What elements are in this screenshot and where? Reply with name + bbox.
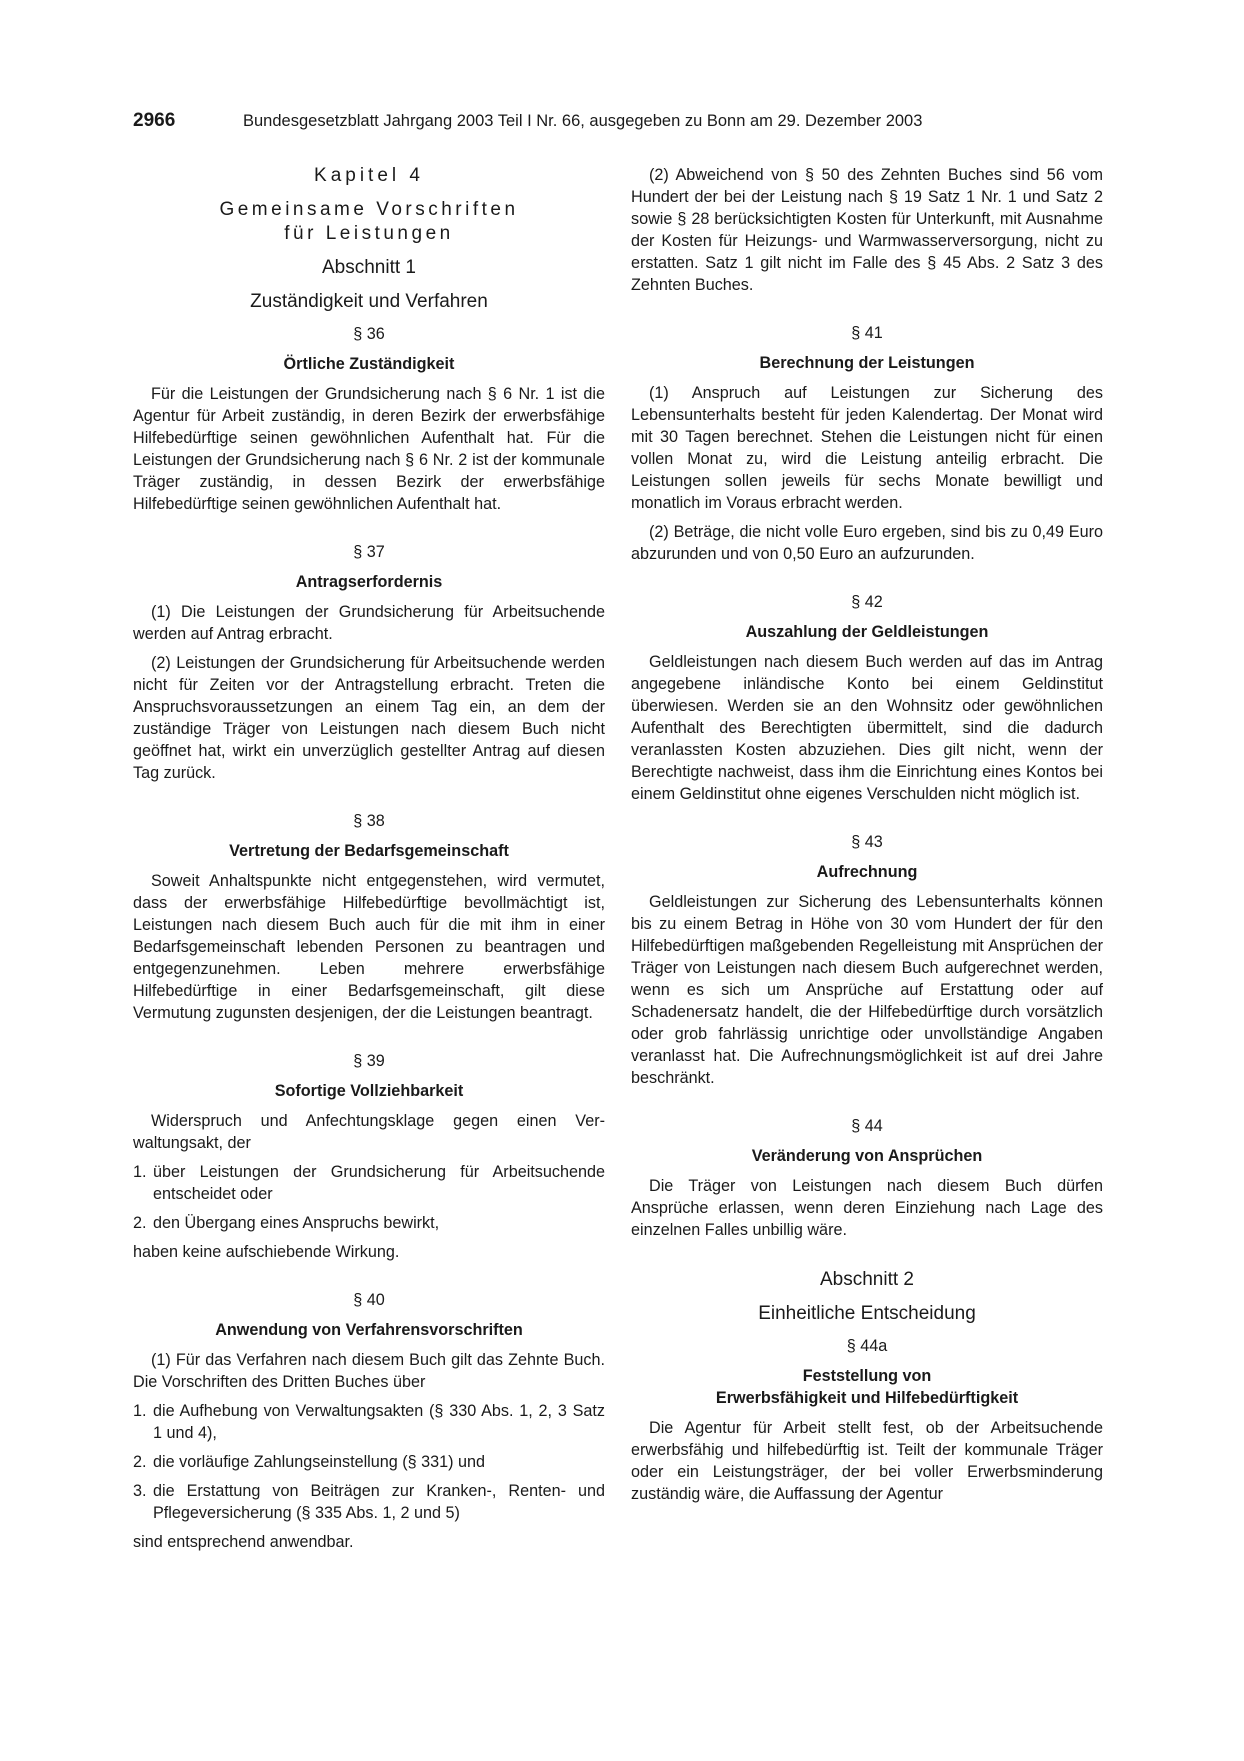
section-number: § 44 bbox=[851, 1117, 883, 1135]
section-number: § 42 bbox=[851, 593, 883, 611]
section-paragraph: Geldleistungen zur Sicherung des Lebensunterhalts können bis zu einem Betrag in Höhe von 30 vom Hundert der für den Hilfebedürftigen maßgebenden Regelleistung mit Ansprüchen der Träger von Leistungen nach diesem Buch aufgerechnet werden, wenn es sich um Ansprüche auf Erstattung oder auf Schadenersatz handelt, die der Hilfebedürftige durch vorsätzlich oder grob fahrlässig unrichtige oder unvollständige Angaben veranlasst hat. Die Aufrechnungsmöglichkeit ist auf drei Jahre beschränkt. bbox=[631, 893, 1103, 1087]
abschnitt-title: Einheitliche Entscheidung bbox=[758, 1303, 976, 1324]
list-item-number: 1. bbox=[133, 1402, 147, 1420]
section-title: Antragserfordernis bbox=[295, 573, 443, 591]
section-37 bbox=[133, 541, 605, 784]
section-paragraph: Die Agentur für Arbeit stellt fest, ob der Arbeitsuchende erwerbsfähig und hilfebedürftig ist. Teilt der kommunale Träger oder ein Leistungsträger, der bei voller Erwerbsminderung zuständig wäre, die Auffassung der Agentur bbox=[631, 1419, 1103, 1503]
section-43 bbox=[631, 831, 1103, 1089]
section-42 bbox=[631, 591, 1103, 805]
enumeration-list bbox=[133, 1161, 605, 1234]
section-41 bbox=[631, 322, 1103, 565]
section-paragraph: (1) Anspruch auf Leistungen zur Sicherung des Lebensunterhalts besteht für jeden Kalendertag. Der Monat wird mit 30 Tagen berechnet. Stehen die Leistungen nicht für einen vollen Monat zu, wird die Leistung anteilig erbracht. Die Leistungen sollen jeweils für sechs Monate bewilligt und monatlich im Voraus erbracht werden. bbox=[631, 384, 1103, 512]
list-item bbox=[133, 1212, 605, 1234]
section-number: § 40 bbox=[353, 1291, 385, 1309]
section-title bbox=[631, 1365, 1103, 1409]
section-paragraph: sind entsprechend anwendbar. bbox=[133, 1533, 354, 1551]
chapter-title-line-2: für Leistungen bbox=[284, 223, 454, 244]
section-title: Örtliche Zuständigkeit bbox=[283, 355, 455, 373]
list-item-text: den Übergang eines Anspruchs bewirkt, bbox=[153, 1214, 440, 1232]
section-paragraph: Für die Leistungen der Grundsicherung nach § 6 Nr. 1 ist die Agentur für Arbeit zuständig, in deren Bezirk der erwerbsfähige Hilfebedürftige seinen gewöhnlichen Aufenthalt hat. Für die Leistungen der Grundsicherung nach § 6 Nr. 2 ist der kommunale Träger zuständig, in dessen Bezirk der erwerbsfähige Hilfebedürftige seinen gewöhnlichen Aufenthalt hat. bbox=[133, 385, 605, 513]
chapter-title-line-1: Gemeinsame Vorschriften bbox=[219, 199, 519, 220]
section-paragraph: Geldleistungen nach diesem Buch werden auf das im Antrag angegebene inländische Konto bei einem Geldinstitut überwiesen. Werden sie an den Wohnsitz oder gewöhnlichen Aufenthalt des Berechtigten übermittelt, sind die dadurch veranlassten Kosten abzuziehen. Dies gilt nicht, wenn der Berechtigte nachweist, dass ihm die Einrichtung eines Kontos bei einem Geldinstitut ohne eigenes Verschulden nicht möglich ist. bbox=[631, 653, 1103, 803]
list-item bbox=[133, 1451, 605, 1473]
section-paragraph: (2) Abweichend von § 50 des Zehnten Buches sind 56 vom Hundert der bei der Leistung nach § 19 Satz 1 Nr. 1 und Satz 2 sowie § 28 berücksichtigten Kosten für Unterkunft, mit Ausnahme der Kosten für Heizungs- und Warmwasserversorgung, nicht zu erstatten. Satz 1 gilt nicht im Falle des § 45 Abs. 2 Satz 3 des Zehnten Buches. bbox=[631, 166, 1103, 294]
section-paragraph: (1) Die Leistungen der Grundsicherung für Arbeitsuchende werden auf Antrag erbracht. bbox=[133, 603, 605, 643]
section-title: Auszahlung der Geldleistungen bbox=[745, 623, 989, 641]
abschnitt-title: Zuständigkeit und Verfahren bbox=[250, 291, 488, 312]
page-number: 2966 bbox=[133, 110, 176, 131]
section-number: § 39 bbox=[353, 1052, 385, 1070]
enumeration-list bbox=[133, 1400, 605, 1524]
abschnitt-2 bbox=[631, 1267, 1103, 1327]
section-36 bbox=[133, 323, 605, 515]
chapter-title bbox=[133, 198, 605, 246]
section-paragraph: (2) Leistungen der Grundsicherung für Arbeitsuchende werden nicht für Zeiten vor der Antragstellung erbracht. Treten die Anspruchsvoraussetzungen an einem Tag ein, an dem der zuständige Träger von Leistungen nach diesem Buch nicht geöffnet hat, wirkt ein unverzüglich gestellter Antrag auf diesen Tag zurück. bbox=[133, 654, 605, 782]
section-39 bbox=[133, 1050, 605, 1263]
section-44a bbox=[631, 1335, 1103, 1505]
section-44 bbox=[631, 1115, 1103, 1241]
section-paragraph: (1) Für das Verfahren nach diesem Buch gilt das Zehnte Buch. Die Vorschriften des Dritten Buches über bbox=[133, 1351, 605, 1391]
list-item bbox=[133, 1400, 605, 1444]
section-number: § 37 bbox=[353, 543, 385, 561]
list-item-number: 1. bbox=[133, 1163, 147, 1181]
list-item bbox=[133, 1480, 605, 1524]
chapter-heading: Kapitel 4 bbox=[314, 165, 424, 186]
list-item-text: über Leistungen der Grundsicherung für Arbeitsuchende entscheidet oder bbox=[153, 1163, 605, 1203]
section-title: Sofortige Vollziehbarkeit bbox=[274, 1082, 464, 1100]
section-paragraph: haben keine aufschiebende Wirkung. bbox=[133, 1243, 400, 1261]
section-paragraph: Widerspruch und Anfechtungsklage gegen einen Verwaltungsakt, der bbox=[133, 1112, 605, 1152]
list-item-number: 2. bbox=[133, 1214, 147, 1232]
section-title: Berechnung der Leistungen bbox=[759, 354, 975, 372]
section-title: Aufrechnung bbox=[816, 863, 918, 881]
section-number: § 38 bbox=[353, 812, 385, 830]
section-40-continued bbox=[631, 164, 1103, 296]
section-paragraph: Soweit Anhaltspunkte nicht entgegenstehen, wird vermutet, dass der erwerbsfähige Hilfebedürftige bevollmächtigt ist, Leistungen nach diesem Buch auch für die mit ihm in einer Bedarfsgemeinschaft lebenden Personen zu beantragen und entgegenzunehmen. Leben mehrere erwerbsfähige Hilfebedürftige in einer Bedarfsgemeinschaft, gilt diese Vermutung zugunsten desjenigen, der die Leistungen beantragt. bbox=[133, 872, 605, 1022]
section-paragraph: Die Träger von Leistungen nach diesem Buch dürfen Ansprüche erlassen, wenn deren Einziehung nach Lage des einzelnen Falles unbillig wäre. bbox=[631, 1177, 1103, 1239]
section-40 bbox=[133, 1289, 605, 1553]
section-38 bbox=[133, 810, 605, 1024]
section-number: § 43 bbox=[851, 833, 883, 851]
section-title: Veränderung von Ansprüchen bbox=[751, 1147, 983, 1165]
section-title-line-1: Feststellung von bbox=[802, 1367, 932, 1385]
list-item-number: 2. bbox=[133, 1453, 147, 1471]
section-number: § 41 bbox=[851, 324, 883, 342]
left-column bbox=[133, 164, 605, 1553]
right-column bbox=[631, 164, 1103, 1505]
section-title: Anwendung von Verfahrensvorschriften bbox=[215, 1321, 523, 1339]
section-number: § 44a bbox=[846, 1337, 888, 1355]
list-item-number: 3. bbox=[133, 1482, 147, 1500]
section-paragraph: (2) Beträge, die nicht volle Euro ergeben, sind bis zu 0,49 Euro abzurunden und von 0,50 Euro an aufzurunden. bbox=[631, 523, 1103, 563]
list-item bbox=[133, 1161, 605, 1205]
abschnitt-heading: Abschnitt 2 bbox=[820, 1269, 914, 1290]
list-item-text: die vorläufige Zahlungseinstellung (§ 331) und bbox=[153, 1453, 486, 1471]
section-number: § 36 bbox=[353, 325, 385, 343]
running-head: Bundesgesetzblatt Jahrgang 2003 Teil I Nr. 66, ausgegeben zu Bonn am 29. Dezember 2003 bbox=[243, 112, 923, 130]
section-title: Vertretung der Bedarfsgemeinschaft bbox=[229, 842, 509, 860]
section-title-line-2: Erwerbsfähigkeit und Hilfebedürftigkeit bbox=[715, 1389, 1019, 1407]
abschnitt-heading: Abschnitt 1 bbox=[322, 257, 416, 278]
list-item-text: die Aufhebung von Verwaltungsakten (§ 330 Abs. 1, 2, 3 Satz 1 und 4), bbox=[153, 1402, 605, 1442]
list-item-text: die Erstattung von Beiträgen zur Kranken-, Renten- und Pflegeversicherung (§ 335 Abs. 1, 2 und 5) bbox=[153, 1482, 605, 1522]
page-header bbox=[133, 110, 1113, 134]
